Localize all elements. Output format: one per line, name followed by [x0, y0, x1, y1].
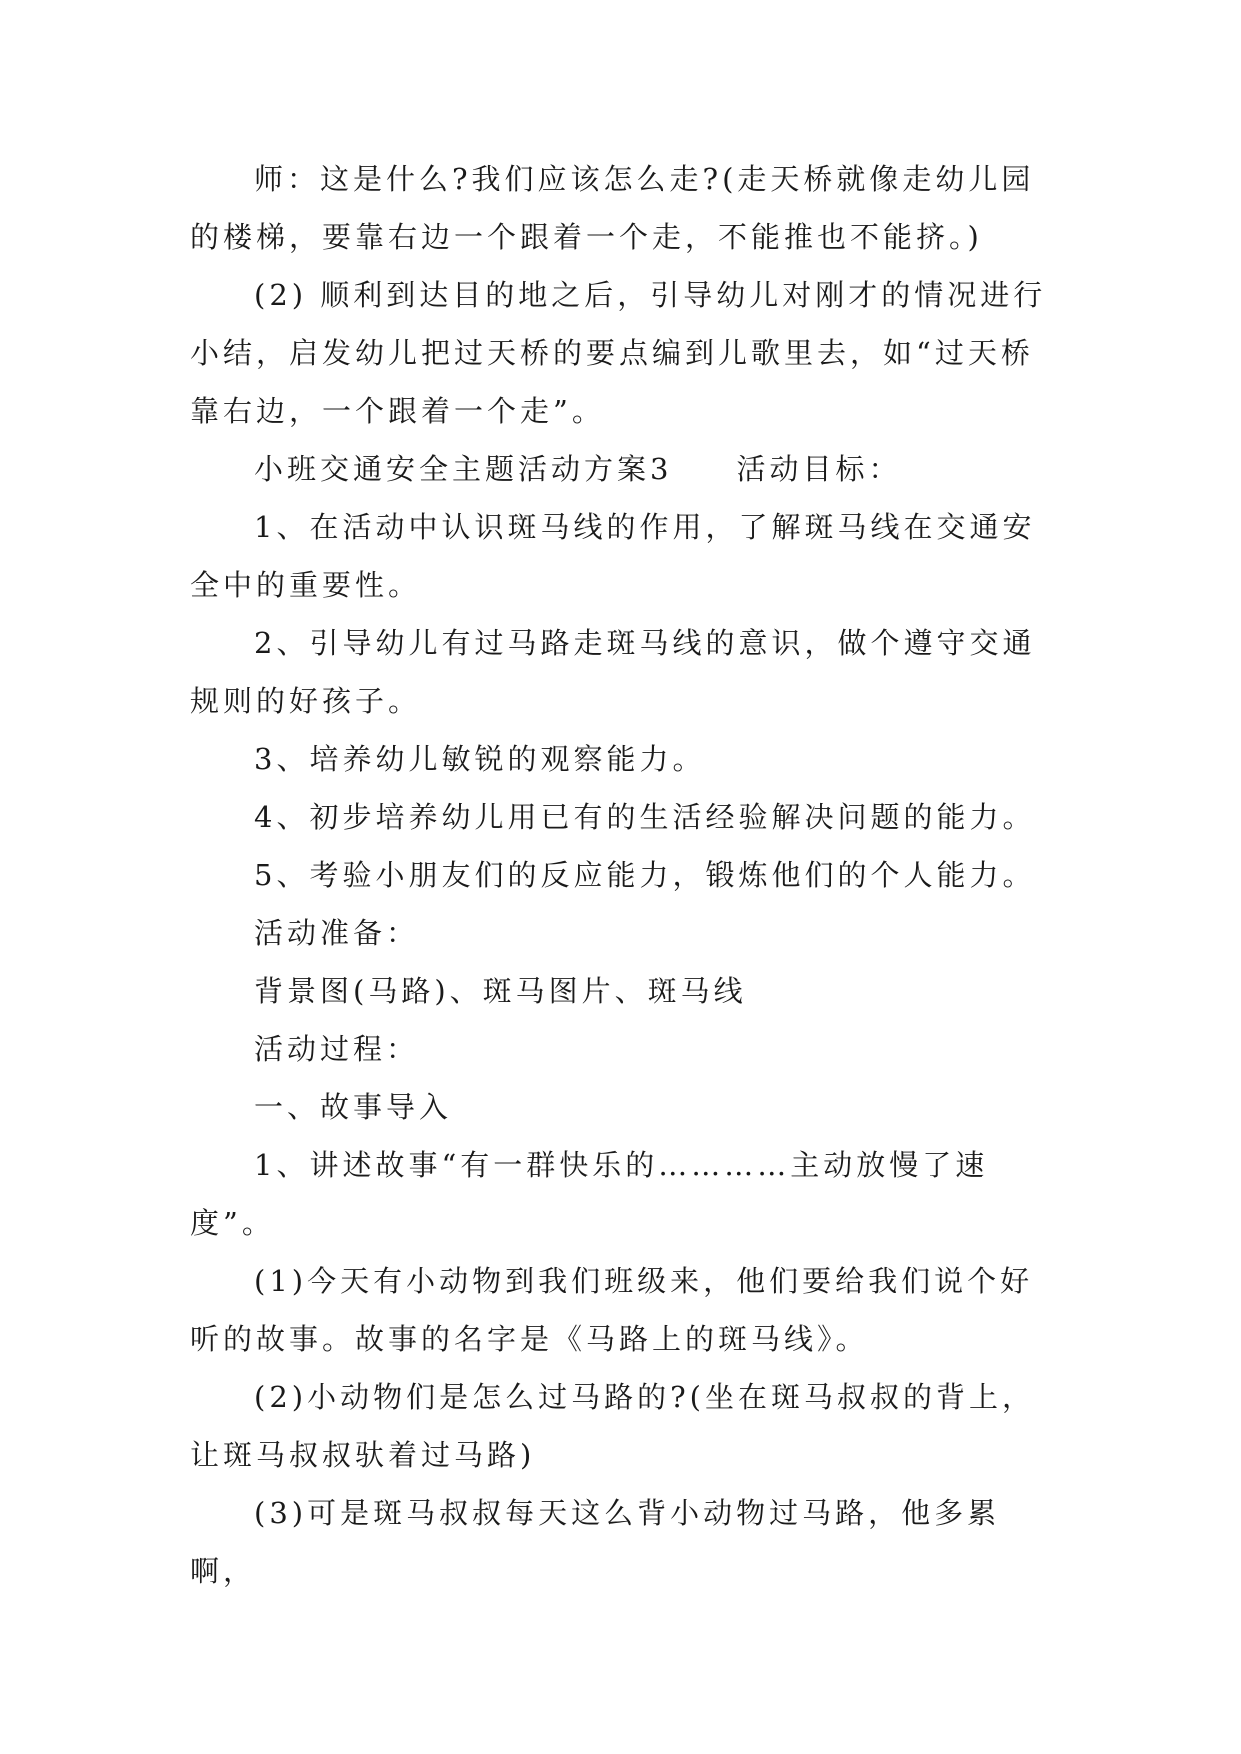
goal-item-5: 5、考验小朋友们的反应能力，锻炼他们的个人能力。: [254, 858, 1036, 892]
goal-item-2: 2、引导幼儿有过马路走斑马线的意识，做个遵守交通规则的好孩子。: [190, 626, 1036, 718]
goal-item-3: 3、培养幼儿敏锐的观察能力。: [254, 742, 706, 776]
heading-preparation: 活动准备：: [254, 916, 420, 950]
section-title: 小班交通安全主题活动方案3: [254, 452, 673, 486]
section-subtitle: 活动目标：: [736, 452, 902, 486]
story-question-3: (3)可是斑马叔叔每天这么背小动物过马路，他多累啊，: [190, 1496, 1001, 1588]
heading-process: 活动过程：: [254, 1032, 420, 1066]
preparation-materials: 背景图(马路)、斑马图片、斑马线: [254, 974, 747, 1008]
story-question-2: (2)小动物们是怎么过马路的?(坐在斑马叔叔的背上，让斑马叔叔驮着过马路): [190, 1380, 1035, 1472]
story-intro: 1、讲述故事“有一群快乐的…………主动放慢了速度”。: [190, 1148, 989, 1240]
section-heading-plan-3: [190, 440, 1060, 498]
document-page: [190, 150, 1060, 1600]
goal-item-1: 1、在活动中认识斑马线的作用，了解斑马线在交通安全中的重要性。: [190, 510, 1036, 602]
paragraph-teacher-question: 师：这是什么?我们应该怎么走?(走天桥就像走幼儿园的楼梯，要靠右边一个跟着一个走，不能推也不能挤。): [190, 162, 1035, 254]
process-step-1-heading: 一、故事导入: [254, 1090, 453, 1124]
paragraph-summary-step-2: (2) 顺利到达目的地之后，引导幼儿对刚才的情况进行小结，启发幼儿把过天桥的要点编到儿歌里去，如“过天桥靠右边，一个跟着一个走”。: [190, 278, 1047, 428]
story-question-1: (1)今天有小动物到我们班级来，他们要给我们说个好听的故事。故事的名字是《马路上的斑马线》。: [190, 1264, 1034, 1356]
goal-item-4: 4、初步培养幼儿用已有的生活经验解决问题的能力。: [254, 800, 1036, 834]
